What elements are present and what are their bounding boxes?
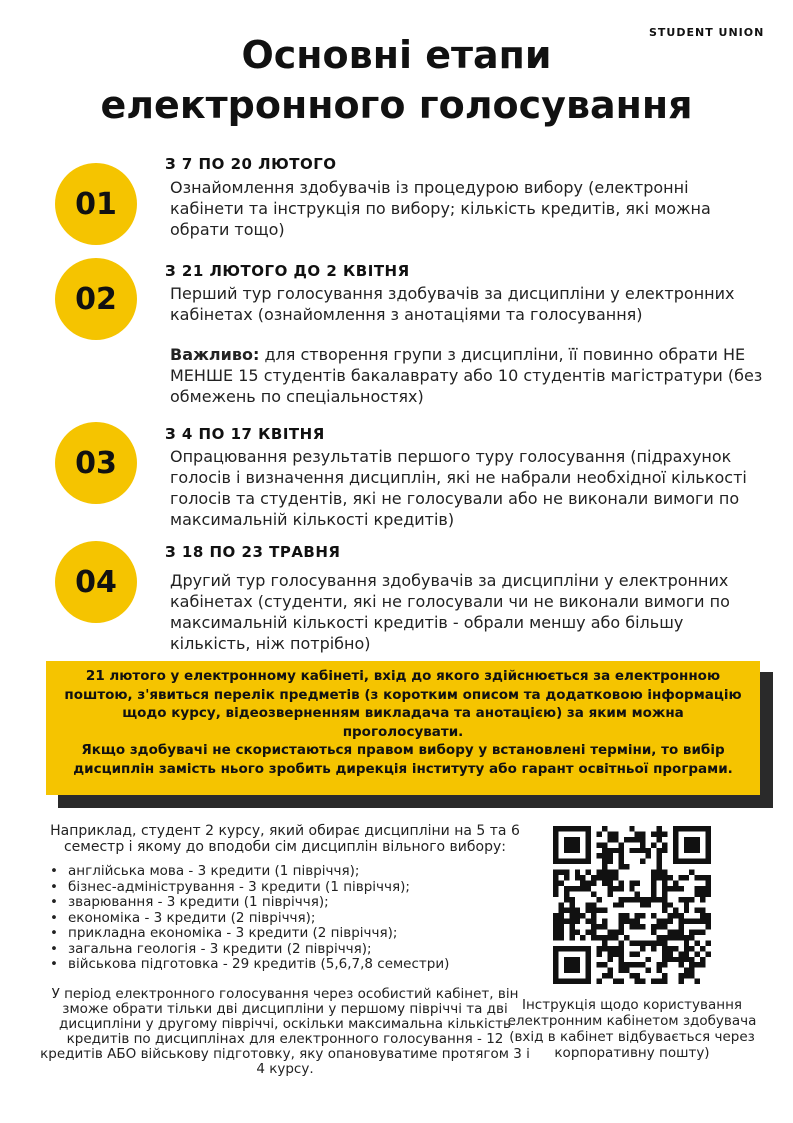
step-04 [55,541,775,651]
notice-box [46,661,760,795]
step-date: З 18 ПО 23 ТРАВНЯ [165,543,341,561]
step-number-badge: 03 [55,422,137,504]
list-item: • бізнес-адміністрування - 3 кредити (1 півріччя); [50,880,530,896]
step-date: З 7 ПО 20 ЛЮТОГО [165,155,337,173]
notice-paragraph-2: Якщо здобувачі не скористаються правом вибору у встановлені терміни, то вибір дисциплін замість нього зробить дирекція інституту або гарант освітньої програми. [73,742,733,777]
notice-paragraph-1: 21 лютого у електронному кабінеті, вхід до якого здійснюється за електронною поштою, з'явиться перелік предметів (з коротким описом та додатковою інформацію щодо курсу, відеозверненням викладача та анотацією) за яким можна проголосувати. [64,668,742,740]
qr-code-icon[interactable] [553,826,711,984]
step-02 [55,258,775,418]
step-date: З 4 ПО 17 КВІТНЯ [165,425,325,443]
list-item: • загальна геологія - 3 кредити (2 півріччя); [50,942,530,958]
note-label: Важливо: [170,345,260,364]
qr-caption: Інструкція щодо користування електронним кабінетом здобувача (вхід в кабінет відбувається через корпоративну пошту) [507,997,757,1061]
step-03 [55,422,775,532]
list-item: • зварювання - 3 кредити (1 півріччя); [50,895,530,911]
note-text: для створення групи з дисципліни, її повинно обрати НЕ МЕНШЕ 15 студентів бакалаврату або 10 студентів магістратури (без обмежень по спеціальностях) [170,345,763,406]
example-conclusion: У період електронного голосування через особистий кабінет, він зможе обрати тільки дві дисципліни у першому півріччі та дві дисципліни у другому півріччі, оскільки максимальна кількість кредитів по дисциплінах для електронного голосування - 12 кредитів АБО військову підготовку, яку опановуватиме протягом 3 і 4 курсу. [40,985,530,1077]
list-item: • прикладна економіка - 3 кредити (2 півріччя); [50,926,530,942]
list-item: • військова підготовка - 29 кредитів (5,6,7,8 семестри) [50,957,530,973]
title-line-1: Основні етапи [241,33,552,77]
step-description: Перший тур голосування здобувачів за дисципліни у електронних кабінетах (ознайомлення з анотаціями та голосування) [170,284,735,324]
page-title [0,30,793,130]
step-01 [55,153,775,253]
example-section [40,823,530,1077]
step-date: З 21 ЛЮТОГО ДО 2 КВІТНЯ [165,262,410,280]
step-number-badge: 02 [55,258,137,340]
example-intro: Наприклад, студент 2 курсу, який обирає дисципліни на 5 та 6 семестр і якому до вподоби сім дисциплін вільного вибору: [50,823,520,855]
step-number-badge: 01 [55,163,137,245]
list-item: • економіка - 3 кредити (2 півріччя); [50,911,530,927]
example-course-list [40,864,530,973]
brand-label: STUDENT UNION [649,26,765,39]
step-description: Ознайомлення здобувачів із процедурою вибору (електронні кабінети та інструкція по вибору; кількість кредитів, які можна обрати тощо) [170,178,711,239]
step-important-note [170,344,770,407]
step-number-badge: 04 [55,541,137,623]
step-description: Другий тур голосування здобувачів за дисципліни у електронних кабінетах (студенти, які не голосували чи не виконали вимоги по максимальній кількості кредитів - обрали меншу або більшу кількість, ніж потрібно) [170,571,730,653]
list-item: • англійська мова - 3 кредити (1 півріччя); [50,864,530,880]
step-description: Опрацювання результатів першого туру голосування (підрахунок голосів і визначення дисциплін, які не набрали необхідної кількості голосів та студентів, які не голосували або не виконали вимоги по максимальній кількості кредитів) [170,447,747,529]
title-line-2: електронного голосування [100,83,693,127]
